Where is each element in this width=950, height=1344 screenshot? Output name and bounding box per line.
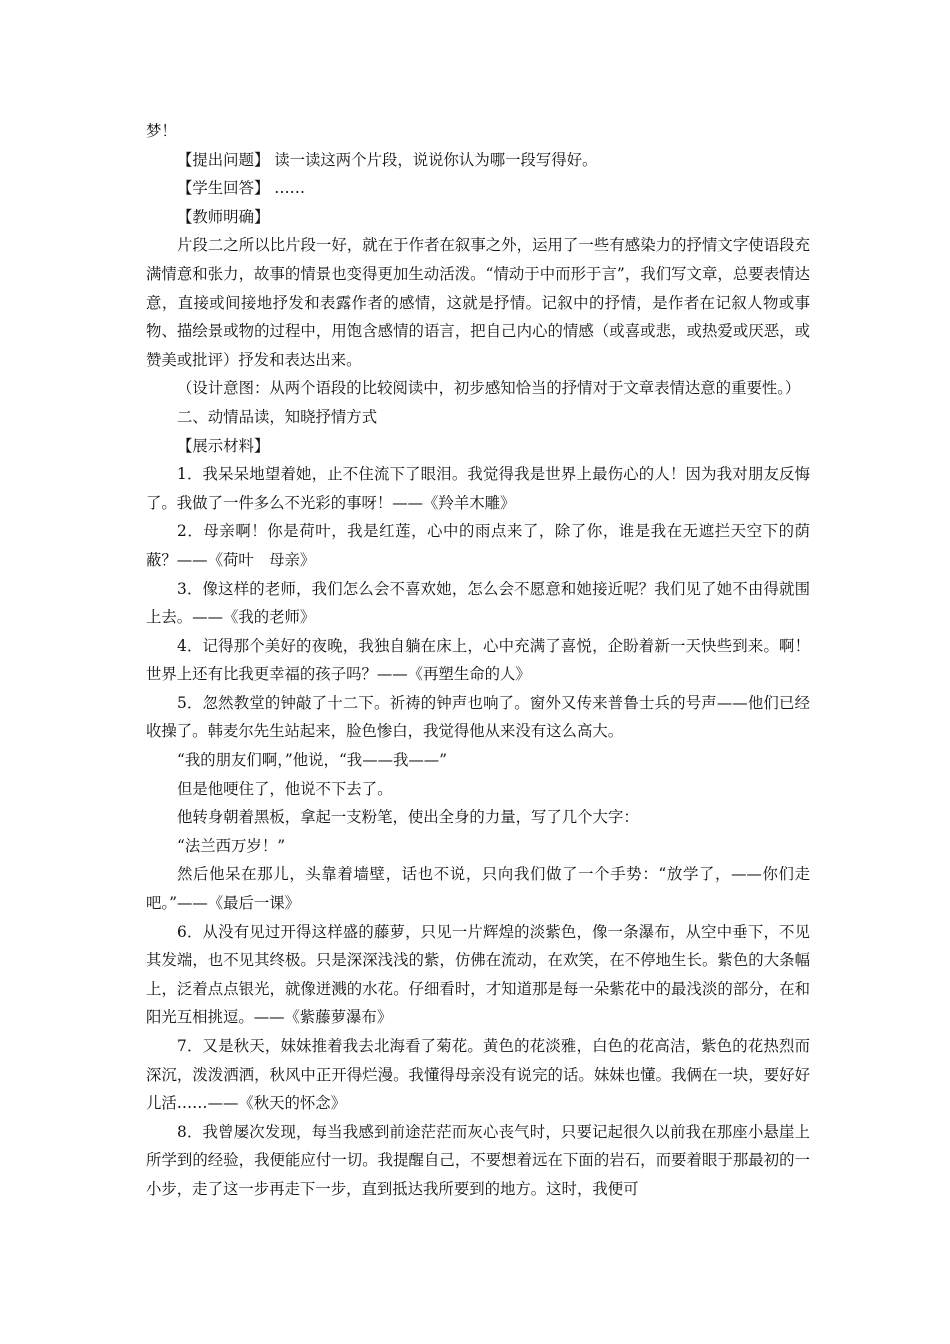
material-item-4: 4．记得那个美好的夜晚，我独自躺在床上，心中充满了喜悦，企盼着新一天快些到来。啊！世界上还有比我更幸福的孩子吗？——《再塑生命的人》 [146, 636, 810, 684]
material-item-5-line-3: 他转身朝着黑板，拿起一支粉笔，使出全身的力量，写了几个大字： [177, 808, 639, 827]
document-body [146, 117, 810, 1204]
material-item-1: 1．我呆呆地望着她，止不住流下了眼泪。我觉得我是世界上最伤心的人！因为我对朋友反悔了。我做了一件多么不光彩的事呀！——《羚羊木雕》 [146, 465, 810, 512]
paragraph-question: 【提出问题】 读一读这两个片段，说说你认为哪一段写得好。 [177, 150, 598, 169]
material-item-5-quote-1: “我的朋友们啊，”他说，“我——我——” [177, 751, 448, 770]
paragraph-design-intent: （设计意图：从两个语段的比较阅读中，初步感知恰当的抒情对于文章表情达意的重要性。） [177, 379, 801, 398]
material-item-5-line-2: 但是他哽住了，他说不下去了。 [177, 779, 393, 798]
material-item-5: 5．忽然教堂的钟敲了十二下。祈祷的钟声也响了。窗外又传来普鲁士兵的号声——他们已经收操了。韩麦尔先生站起来，脸色惨白，我觉得他从来没有这么高大。 [146, 693, 810, 741]
paragraph-materials-heading: 【展示材料】 [177, 436, 270, 455]
material-item-5-line-4: 然后他呆在那儿，头靠着墙壁，话也不说，只向我们做了一个手势：“放学了，——你们走吧。”——《最后一课》 [146, 865, 810, 913]
material-item-3: 3．像这样的老师，我们怎么会不喜欢她，怎么会不愿意和她接近呢？我们见了她不由得就围上去。——《我的老师》 [146, 579, 810, 627]
paragraph-teacher-explanation: 片段二之所以比片段一好，就在于作者在叙事之外，运用了一些有感染力的抒情文字使语段充满情意和张力，故事的情景也变得更加生动活泼。“情动于中而形于言”，我们写文章，总要表情达意，直接或间接地抒发和表露作者的感情，这就是抒情。记叙中的抒情，是作者在记叙人物或事物、描绘景或物的过程中，用饱含感情的语言，把自己内心的情感（或喜或悲，或热爱或厌恶，或赞美或批评）抒发和表达出来。 [146, 236, 810, 369]
material-item-5-quote-2: “法兰西万岁！” [177, 836, 286, 855]
material-item-7: 7．又是秋天，妹妹推着我去北海看了菊花。黄色的花淡雅，白色的花高洁，紫色的花热烈而深沉，泼泼洒洒，秋风中正开得烂漫。我懂得母亲没有说完的话。妹妹也懂。我俩在一块，要好好儿活……——《秋天的怀念》 [146, 1037, 810, 1113]
paragraph-teacher-heading: 【教师明确】 [177, 207, 270, 226]
section-heading: 二、动情品读，知晓抒情方式 [177, 407, 378, 426]
material-item-2: 2．母亲啊！你是荷叶，我是红莲，心中的雨点来了，除了你，谁是我在无遮拦天空下的荫蔽？——《荷叶 母亲》 [146, 522, 810, 569]
material-item-8: 8．我曾屡次发现，每当我感到前途茫茫而灰心丧气时，只要记起很久以前我在那座小悬崖上所学到的经验，我便能应付一切。我提醒自己，不要想着远在下面的岩石，而要着眼于那最初的一小步，走了这一步再走下一步，直到抵达我所要到的地方。这时，我便可 [146, 1122, 810, 1198]
paragraph-continuation: 梦！ [146, 122, 177, 140]
material-item-6: 6．从没有见过开得这样盛的藤萝，只见一片辉煌的淡紫色，像一条瀑布，从空中垂下，不见其发端，也不见其终极。只是深深浅浅的紫，仿佛在流动，在欢笑，在不停地生长。紫色的大条幅上，泛着点点银光，就像迸溅的水花。仔细看时，才知道那是每一朵紫花中的最浅淡的部分，在和阳光互相挑逗。——《紫藤萝瀑布》 [146, 922, 810, 1027]
paragraph-student-answer: 【学生回答】 …… [177, 179, 306, 198]
